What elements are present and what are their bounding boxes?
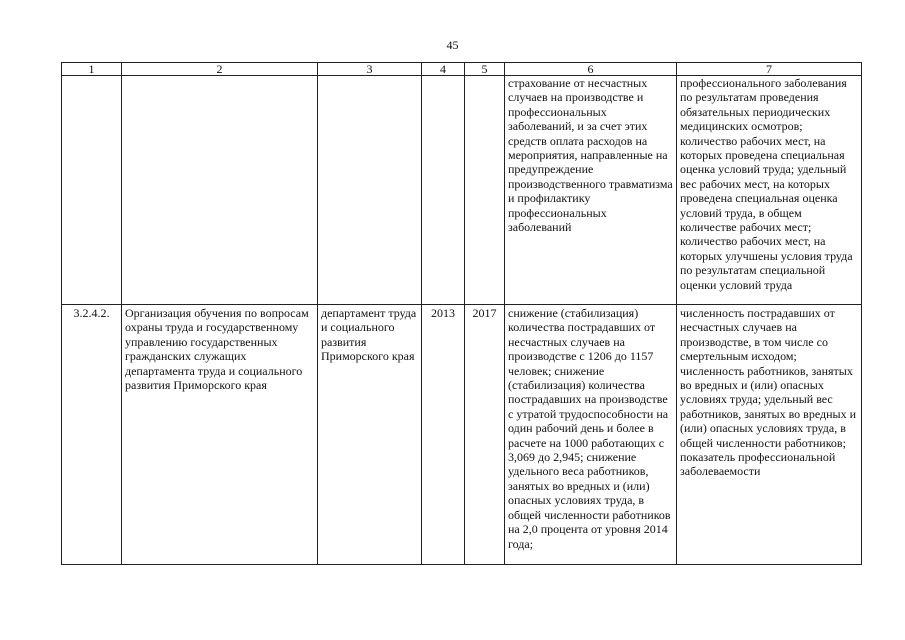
row-indicators: профессионального заболевания по результатам проведения обязательных периодических медицинских осмотров; количество рабочих мест, на которых проведена специальная оценка условий труда; удельный вес рабочих мест, на которых проведена специальная оценка условий труда, в общем количестве рабочих мест; количество рабочих мест, на которых улучшены условия труда по результатам специальной оценки условий труда	[677, 76, 862, 305]
table-row	[62, 76, 862, 305]
program-table	[61, 62, 862, 565]
column-number-row	[62, 63, 862, 76]
row-start-year	[422, 76, 465, 305]
row-code: 3.2.4.2.	[62, 305, 122, 565]
row-expected-result: снижение (стабилизация) количества пострадавших от несчастных случаев на производстве с 1206 до 1157 человек; снижение (стабилизация) количества пострадавших на производстве с утратой трудоспособности на один рабочий день и более в расчете на 1000 работающих с 3,069 до 2,945; снижение удельного веса работников, занятых во вредных и (или) опасных условиях труда, в общей численности работников на 2,0 процента от уровня 2014 года;	[505, 305, 677, 565]
column-header: 4	[422, 63, 465, 76]
row-code	[62, 76, 122, 305]
column-header: 1	[62, 63, 122, 76]
column-header: 7	[677, 63, 862, 76]
column-header: 3	[318, 63, 422, 76]
row-executor: департамент труда и социального развития Приморского края	[318, 305, 422, 565]
row-end-year: 2017	[465, 305, 505, 565]
row-activity-name: Организация обучения по вопросам охраны труда и государственному управлению государственных гражданских служащих департамента труда и социального развития Приморского края	[122, 305, 318, 565]
table-row	[62, 305, 862, 565]
row-start-year: 2013	[422, 305, 465, 565]
column-header: 2	[122, 63, 318, 76]
row-expected-result: страхование от несчастных случаев на производстве и профессиональных заболеваний, и за счет этих средств оплата расходов на мероприятия, направленные на предупреждение производственного травматизма и профилактику профессиональных заболеваний	[505, 76, 677, 305]
column-header: 6	[505, 63, 677, 76]
row-indicators: численность пострадавших от несчастных случаев на производстве, в том числе со смертельным исходом; численность работников, занятых во вредных и (или) опасных условиях труда; удельный вес работников, занятых во вредных и (или) опасных условиях труда, в общей численности работников; показатель профессиональной заболеваемости	[677, 305, 862, 565]
column-header: 5	[465, 63, 505, 76]
page-number: 45	[446, 38, 459, 52]
row-activity-name	[122, 76, 318, 305]
row-executor	[318, 76, 422, 305]
row-end-year	[465, 76, 505, 305]
